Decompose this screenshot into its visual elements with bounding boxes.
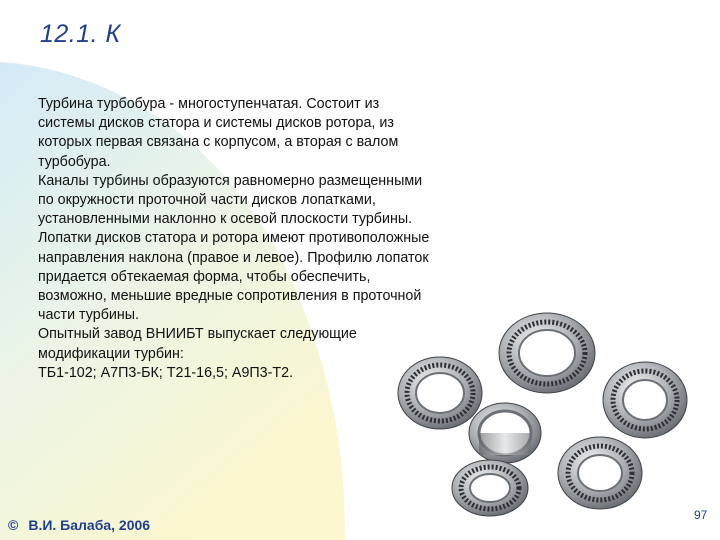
slide-title: 12.1. К [40, 20, 121, 48]
paragraph-model-list: ТБ1-102; А7П3-БК; Т21-16,5; А9П3-Т2. [38, 364, 294, 381]
page-number: 97 [694, 508, 708, 522]
paragraph-turbine-channels: Каналы турбины образуются равномерно размещенными по окружности проточной части дисков лопатками, установленными наклонно к осевой плоскости турбины. Лопатки дисков статора и ротора имеют противоположные направления наклона (правое и левое). Профилю лопаток придается обтекаемая форма, чтобы обеспечить, возможно, меньшие вредные сопротивления в проточной части турбины. [38, 172, 430, 324]
paragraph-turbine-structure: Турбина турбобура - многоступенчатая. Состоит из системы дисков статора и системы дисков ротора, из которых первая связана с корпусом, а вторая с валом турбобура. [38, 96, 399, 170]
disc-front-left [452, 460, 528, 516]
disc-front-right [558, 437, 642, 509]
copyright-symbol: © [8, 517, 19, 533]
disc-right [603, 362, 687, 438]
paragraph-factory-models: Опытный завод ВНИИБТ выпускает следующие модификации турбин: [38, 326, 357, 362]
disc-left [398, 357, 482, 429]
turbine-discs-photo [395, 308, 695, 523]
disc-back-large [499, 313, 595, 393]
disc-center [469, 403, 541, 463]
footer-author [8, 517, 150, 533]
body-text [38, 95, 433, 383]
author-credit: В.И. Балаба, 2006 [28, 517, 151, 533]
